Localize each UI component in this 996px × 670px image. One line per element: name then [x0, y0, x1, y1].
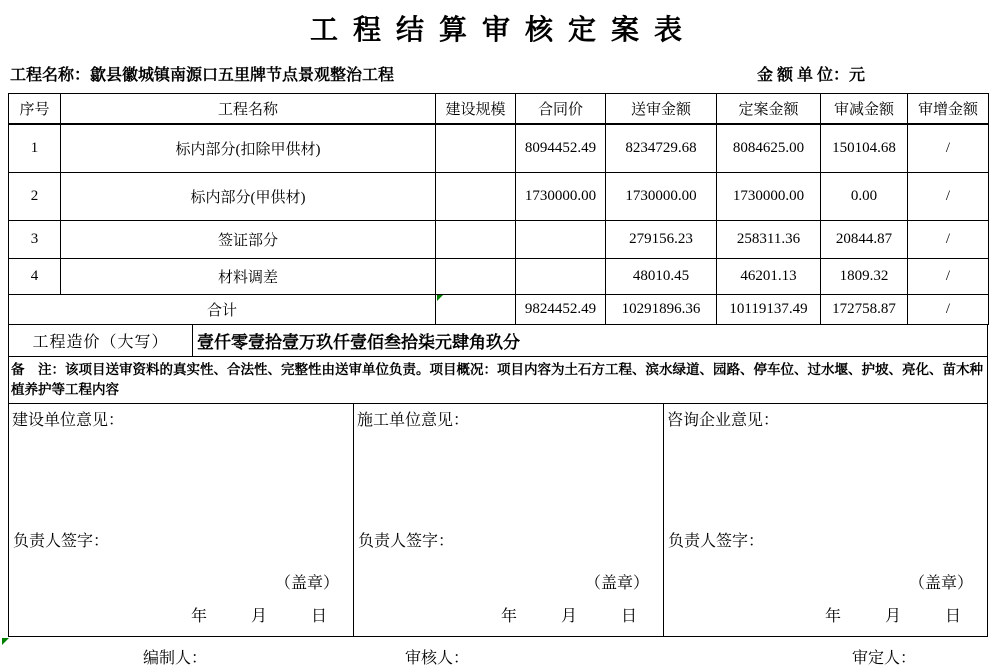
- approver-label: 审定人：: [852, 650, 917, 667]
- year-label: 年: [190, 608, 207, 625]
- date-line: [501, 603, 637, 626]
- cell-scale: [436, 295, 516, 325]
- date-line: [825, 603, 961, 626]
- table-row: [9, 259, 989, 295]
- cell-finalized: 1730000.00: [717, 173, 821, 221]
- month-label: 月: [884, 608, 901, 625]
- cell-reduced: 172758.87: [821, 295, 908, 325]
- col-header-contract: 合同价: [516, 94, 606, 124]
- signature-label: 负责人签字：: [668, 533, 765, 550]
- remark-note: 备 注：该项目送审资料的真实性、合法性、完整性由送审单位负责。项目概况：项目内容为土石方工程、滨水绿道、园路、停车位、过水堰、护坡、亮化、苗木种植养护等工程内容: [8, 357, 988, 404]
- col-header-reduced: 审减金额: [821, 94, 908, 124]
- cell-finalized: 8084625.00: [717, 124, 821, 173]
- page-title: 工 程 结 算 审 核 定 案 表: [309, 15, 686, 46]
- cell-project-name: 签证部分: [61, 221, 436, 259]
- cell-contract: 9824452.49: [516, 295, 606, 325]
- col-header-scale: 建设规模: [436, 94, 516, 124]
- amount-in-words-label: 工程造价（大写）: [9, 324, 193, 356]
- amount-in-words-value: 壹仟零壹拾壹万玖仟壹佰叁拾柒元肆角玖分: [197, 332, 520, 352]
- table-header-row: [9, 94, 989, 124]
- cell-error-marker-icon: [437, 295, 443, 301]
- opinion-title: 建设单位意见：: [12, 412, 125, 429]
- cell-finalized: 258311.36: [717, 221, 821, 259]
- cell-seq: 4: [9, 259, 61, 295]
- table-row: [9, 124, 989, 173]
- opinion-title: 咨询企业意见：: [667, 412, 780, 429]
- cell-increased: /: [908, 173, 989, 221]
- reviewer-label: 审核人：: [405, 650, 470, 667]
- project-name-label: 工程名称：歙县徽城镇南源口五里牌节点景观整治工程: [10, 67, 395, 84]
- signature-label: 负责人签字：: [358, 533, 455, 550]
- seal-label: （盖章）: [908, 575, 973, 592]
- day-label: 日: [310, 608, 327, 625]
- cell-scale: [436, 259, 516, 295]
- signature-label: 负责人签字：: [13, 533, 110, 550]
- cell-finalized: 10119137.49: [717, 295, 821, 325]
- preparer-label: 编制人：: [143, 650, 208, 667]
- total-row: [9, 295, 989, 325]
- cell-increased: /: [908, 259, 989, 295]
- cell-submitted: 10291896.36: [606, 295, 717, 325]
- day-label: 日: [944, 608, 961, 625]
- amount-unit-label: 金 额 单 位：元: [757, 67, 866, 84]
- month-label: 月: [250, 608, 267, 625]
- cell-seq: 2: [9, 173, 61, 221]
- cell-project-name: 标内部分(扣除甲供材): [61, 124, 436, 173]
- total-label: 合计: [9, 295, 436, 325]
- cell-increased: /: [908, 295, 989, 325]
- year-label: 年: [824, 608, 841, 625]
- cell-submitted: 279156.23: [606, 221, 717, 259]
- table-row: [9, 221, 989, 259]
- cell-reduced: 1809.32: [821, 259, 908, 295]
- owner-opinion-box: [9, 404, 354, 636]
- consultant-opinion-box: [664, 404, 987, 636]
- cell-seq: 1: [9, 124, 61, 173]
- col-header-increased: 审增金额: [908, 94, 989, 124]
- opinion-section: [8, 404, 988, 637]
- seal-label: （盖章）: [584, 575, 649, 592]
- cell-seq: 3: [9, 221, 61, 259]
- cell-contract: [516, 221, 606, 259]
- cell-project-name: 标内部分(甲供材): [61, 173, 436, 221]
- year-label: 年: [500, 608, 517, 625]
- cell-submitted: 1730000.00: [606, 173, 717, 221]
- cell-submitted: 48010.45: [606, 259, 717, 295]
- cell-reduced: 150104.68: [821, 124, 908, 173]
- cell-reduced: 0.00: [821, 173, 908, 221]
- cell-scale: [436, 173, 516, 221]
- amount-in-words-row: [8, 324, 988, 357]
- col-header-seq: 序号: [9, 94, 61, 124]
- seal-label: （盖章）: [274, 575, 339, 592]
- date-line: [191, 603, 327, 626]
- cell-increased: /: [908, 221, 989, 259]
- corner-marker-icon: [2, 638, 9, 645]
- cell-finalized: 46201.13: [717, 259, 821, 295]
- table-row: [9, 173, 989, 221]
- cell-increased: /: [908, 124, 989, 173]
- cell-contract: 1730000.00: [516, 173, 606, 221]
- cell-contract: [516, 259, 606, 295]
- col-header-project: 工程名称: [61, 94, 436, 124]
- cell-contract: 8094452.49: [516, 124, 606, 173]
- col-header-finalized: 定案金额: [717, 94, 821, 124]
- cell-scale: [436, 221, 516, 259]
- col-header-submitted: 送审金额: [606, 94, 717, 124]
- cell-submitted: 8234729.68: [606, 124, 717, 173]
- cell-reduced: 20844.87: [821, 221, 908, 259]
- contractor-opinion-box: [354, 404, 664, 636]
- opinion-title: 施工单位意见：: [357, 412, 470, 429]
- settlement-table: [8, 93, 989, 325]
- month-label: 月: [560, 608, 577, 625]
- cell-project-name: 材料调差: [61, 259, 436, 295]
- day-label: 日: [620, 608, 637, 625]
- cell-scale: [436, 124, 516, 173]
